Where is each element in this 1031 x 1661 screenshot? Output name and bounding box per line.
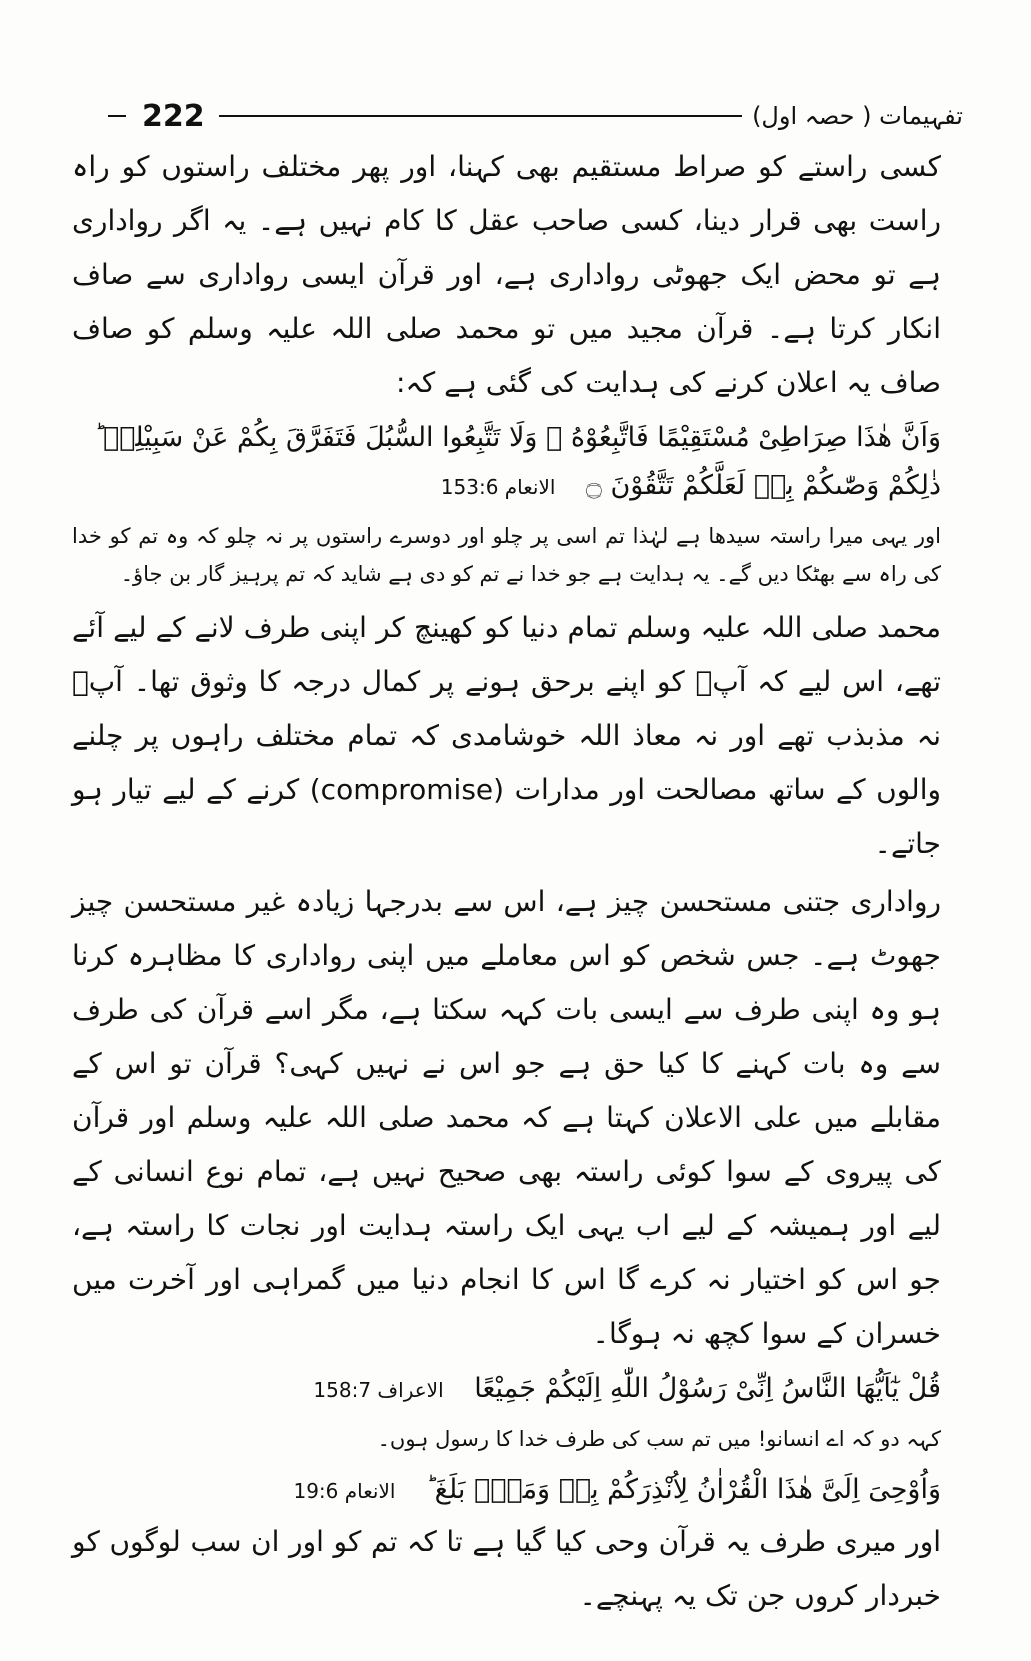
paragraph-2-latin-term: (compromise) — [309, 773, 505, 806]
header-rule-left — [108, 115, 126, 117]
page-header — [108, 96, 963, 136]
verse-1-line-1: وَاَنَّ هٰذَا صِرَاطِىْ مُسْتَقِيْمًا فَاتَّبِعُوْهُ ۚ وَلَا تَتَّبِعُوا السُّبُلَ فَتَفَرَّقَ بِكُمْ عَنْ سَبِيْلِهٖ ؕ — [94, 422, 941, 453]
paragraph-2 — [72, 601, 941, 871]
verse-1-reference: الانعام 153:6 — [440, 475, 556, 499]
running-title: تفہیمات ( حصہ اول) — [752, 102, 963, 130]
header-rule — [219, 115, 742, 117]
verse-3-reference: الانعام 19:6 — [293, 1479, 396, 1503]
paragraph-2-text: محمد صلی اللہ علیہ وسلم تمام دنیا کو کھینچ کر اپنی طرف لانے کے لیے آئے تھے، اس لیے کہ آپؐ کو اپنے برحق ہونے پر کمال درجہ کا وثوق تھا۔ آپؐ نہ مذبذب تھے اور نہ معاذ اللہ خوشامدی کہ تمام مختلف راہوں پر چلنے والوں کے ساتھ مصالحت اور مدارات — [72, 611, 941, 806]
verse-2-reference: الاعراف 158:7 — [313, 1378, 444, 1402]
quran-verse-1 — [72, 414, 941, 511]
paragraph-1: کسی راستے کو صراط مستقیم بھی کہنا، اور پھر مختلف راستوں کو راہ راست بھی قرار دینا، کسی صاحب عقل کا کام نہیں ہے۔ یہ اگر رواداری ہے تو محض ایک جھوٹی رواداری ہے، اور قرآن ایسی رواداری سے صاف انکار کرتا ہے۔ قرآن مجید میں تو محمد صلی اللہ علیہ وسلم کو صاف صاف یہ اعلان کرنے کی ہدایت کی گئی ہے کہ: — [72, 150, 941, 399]
verse-3-text: وَاُوْحِىَ اِلَىَّ هٰذَا الْقُرْاٰنُ لِاُنْذِرَكُمْ بِهٖ وَمَنْۢ بَلَغَ ؕ — [426, 1474, 941, 1505]
paragraph-3: رواداری جتنی مستحسن چیز ہے، اس سے بدرجہا زیادہ غیر مستحسن چیز جھوٹ ہے۔ جس شخص کو اس معاملے میں اپنی رواداری کا مظاہرہ کرنا ہو وہ اپنی طرف سے ایسی بات کہہ سکتا ہے، مگر اسے قرآن کی طرف سے وہ بات کہنے کا کیا حق ہے جو اس نے نہیں کہی؟ قرآن تو اس کے مقابلے میں علی الاعلان کہتا ہے کہ محمد صلی اللہ علیہ وسلم اور قرآن کی پیروی کے سوا کوئی راستہ بھی صحیح نہیں ہے، تمام نوع انسانی کے لیے اور ہمیشہ کے لیے اب یہی ایک راستہ ہدایت اور نجات کا راستہ ہے، جو اس کو اختیار نہ کرے گا اس کا انجام دنیا میں گمراہی اور آخرت میں خسران کے سوا کچھ نہ ہوگا۔ — [72, 885, 941, 1350]
quran-verse-2 — [72, 1365, 941, 1414]
verse-2-text: قُلْ يٰٓاَيُّهَا النَّاسُ اِنِّىْ رَسُوْلُ اللّٰهِ اِلَيْكُمْ جَمِيْعًا — [474, 1373, 941, 1404]
page-body — [72, 140, 941, 1627]
translation-3: اور میری طرف یہ قرآن وحی کیا گیا ہے تا کہ تم کو اور ان سب لوگوں کو خبردار کروں جن تک یہ پہنچے۔ — [72, 1525, 941, 1612]
page-number: 222 — [142, 98, 205, 134]
translation-1: اور یہی میرا راستہ سیدھا ہے لہٰذا تم اسی پر چلو اور دوسرے راستوں پر نہ چلو کہ وہ تم کو خدا کی راہ سے بھٹکا دیں گے۔ یہ ہدایت ہے جو خدا نے تم کو دی ہے شاید کہ تم پرہیز گار بن جاؤ۔ — [72, 524, 941, 586]
quran-verse-3 — [72, 1466, 941, 1515]
paragraph-2-end: کرنے کے لیے تیار ہو جاتے۔ — [72, 773, 941, 860]
translation-2: کہہ دو کہ اے انسانو! میں تم سب کی طرف خدا کا رسول ہوں۔ — [377, 1427, 941, 1451]
verse-1-line-2: ذٰلِكُمْ وَصّٰىكُمْ بِهٖ لَعَلَّكُمْ تَتَّقُوْنَ ۝ — [586, 470, 941, 501]
